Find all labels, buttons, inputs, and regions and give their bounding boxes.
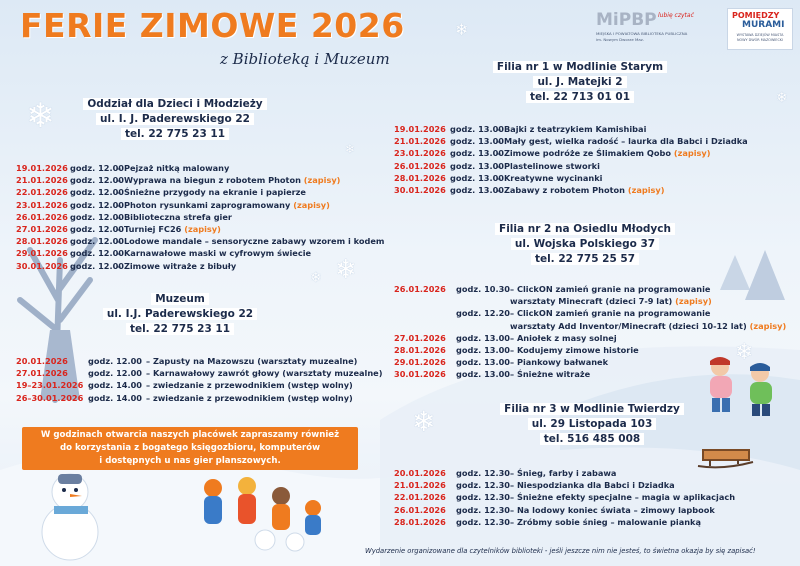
schedule-row (394, 516, 794, 528)
dzieci-phone: tel. 22 775 23 11 (121, 128, 229, 140)
dzieci-name: Oddział dla Dzieci i Młodzieży (83, 98, 266, 110)
event-title: – Śnieg, farby i zabawa (510, 468, 617, 478)
event-date: 22.01.2026 (16, 187, 68, 198)
registration-note: (zapisy) (184, 223, 221, 234)
event-title: – Turniej FC26 (117, 223, 182, 234)
schedule-row (394, 147, 794, 159)
snowflake-icon: ❄ (310, 270, 322, 286)
schedule-row (394, 479, 794, 491)
muzeum-schedule (16, 355, 396, 404)
event-title: – Zimowe witraże z bibuły (117, 260, 237, 271)
mipbp-logo (588, 8, 698, 48)
schedule-row (16, 247, 396, 259)
event-date: 21.01.2026 (394, 480, 446, 491)
filia1-name: Filia nr 1 w Modlinie Starym (493, 61, 667, 73)
event-date: 28.01.2026 (16, 236, 68, 247)
event-title: – Kreatywne wycinanki (497, 172, 603, 183)
snowflake-icon: ❄ (412, 405, 436, 438)
event-title: – Bajki z teatrzykiem Kamishibai (497, 124, 647, 134)
page-subtitle: z Biblioteką i Muzeum (220, 50, 390, 68)
schedule-row (16, 355, 396, 367)
event-time: godz. 14.00 (88, 392, 142, 403)
filia2-address: ul. Wojska Polskiego 37 (511, 238, 659, 250)
event-date: 26.01.2026 (394, 160, 446, 171)
filia3-address: ul. 29 Listopada 103 (528, 418, 657, 430)
schedule-row (394, 320, 794, 332)
snowflake-icon: ❄ (345, 142, 356, 156)
registration-note: (zapisy) (673, 148, 711, 159)
muzeum-address: ul. I.J. Paderewskiego 22 (103, 308, 257, 320)
event-time: godz. 13.00 (450, 136, 504, 147)
event-time: godz. 12.30 (456, 516, 510, 527)
event-date: 26–30.01.2026 (16, 392, 84, 403)
filia3-header (462, 402, 722, 447)
notice-line: W godzinach otwarcia naszych placówek zapraszamy również (40, 430, 340, 440)
event-time: godz. 12.00 (70, 199, 124, 210)
event-time: godz. 12.00 (70, 223, 124, 234)
filia3-phone: tel. 516 485 008 (540, 433, 644, 445)
event-title: – Kodujemy zimowe historie (510, 344, 639, 355)
pomiedzy-logo-line1: POMIĘDZY (732, 11, 780, 20)
event-time: godz. 12.00 (88, 356, 142, 366)
event-date: 22.01.2026 (394, 492, 446, 503)
event-time: godz. 13.00 (450, 148, 504, 159)
event-date: 30.01.2026 (394, 369, 446, 380)
registration-note: (zapisy) (675, 296, 712, 307)
event-time: godz. 13.00 (456, 332, 510, 343)
event-time: godz. 12.00 (70, 248, 124, 259)
event-title: – Na lodowy koniec świata – zimowy lapbook (510, 504, 715, 515)
schedule-row (16, 379, 396, 391)
event-title: – Niespodzianka dla Babci i Dziadka (510, 480, 675, 491)
event-title: – Śnieżne witraże (510, 369, 591, 380)
event-time: godz. 12.00 (88, 368, 142, 379)
event-title: – Karnawałowy zawrót głowy (warsztaty muzealne) (146, 368, 383, 379)
dzieci-schedule (16, 162, 396, 272)
filia3-name: Filia nr 3 w Modlinie Twierdzy (500, 403, 684, 415)
event-date: 30.01.2026 (394, 184, 446, 195)
event-title: – Aniołek z masy solnej (510, 332, 617, 343)
event-date: 20.01.2026 (16, 356, 68, 366)
event-time: godz. 12.00 (70, 175, 124, 186)
event-time: godz. 12.30 (456, 504, 510, 515)
event-time: godz. 12.20 (456, 308, 510, 319)
filia2-header (455, 222, 715, 267)
schedule-row (394, 368, 794, 380)
schedule-row (16, 174, 396, 186)
event-time: godz. 13.00 (456, 344, 510, 355)
event-time: godz. 13.00 (450, 124, 504, 134)
pomiedzy-logo-line3: WYSTAWA DZIEJÓW MIASTA NOWY DWÓR MAZOWIECKI (736, 33, 784, 42)
event-time: godz. 12.00 (70, 260, 124, 271)
event-time: godz. 13.00 (456, 357, 510, 368)
event-title: – ClickON zamień granie na programowanie (510, 308, 711, 319)
schedule-row (16, 223, 396, 235)
event-date: 26.01.2026 (394, 284, 446, 294)
event-time: godz. 12.30 (456, 492, 510, 503)
opening-hours-notice (22, 427, 358, 470)
schedule-row (16, 162, 396, 174)
event-date: 21.01.2026 (16, 175, 68, 186)
event-date: 26.01.2026 (16, 211, 68, 222)
event-title: – Zabawy z robotem Photon (497, 184, 625, 195)
event-time: godz. 13.00 (450, 172, 504, 183)
filia3-schedule (394, 467, 794, 528)
schedule-row (16, 199, 396, 211)
event-date: 23.01.2026 (16, 199, 68, 210)
event-title: – Śnieżne przygody na ekranie i papierze (117, 187, 306, 198)
snowflake-icon: ❄ (776, 90, 788, 106)
event-title: – Mały gest, wielka radość – laurka dla Babci i Dziadka (497, 136, 748, 147)
footer-note: Wydarzenie organizowane dla czytelników biblioteki - jeśli jeszcze nim nie jesteś, to świetna okazja by się zapisać! (365, 547, 756, 555)
event-title: – ClickON zamień granie na programowanie (510, 284, 711, 294)
schedule-row (16, 235, 396, 247)
snowflake-icon: ❄ (335, 255, 357, 285)
event-time: godz. 12.00 (70, 163, 124, 173)
mipbp-logo-line2: im. Nowym Dworze Maz. (596, 37, 644, 42)
event-title: – zwiedzanie z przewodnikiem (wstęp wolny) (146, 380, 353, 391)
event-time: godz. 12.00 (70, 211, 124, 222)
event-date: 29.01.2026 (394, 357, 446, 368)
muzeum-phone: tel. 22 775 23 11 (126, 323, 234, 335)
event-date: 30.01.2026 (16, 260, 68, 271)
event-date: 26.01.2026 (394, 504, 446, 515)
event-title: – Zimowe podróże ze Ślimakiem Qobo (497, 148, 671, 159)
filia1-schedule (394, 123, 794, 196)
event-title: warsztaty Minecraft (dzieci 7-9 lat) (510, 296, 673, 307)
event-title: – Photon rysunkami zaprogramowany (117, 199, 291, 210)
schedule-row (394, 332, 794, 344)
event-date: 27.01.2026 (16, 368, 68, 379)
mipbp-logo-name: MiPBP (596, 10, 657, 30)
registration-note: (zapisy) (627, 184, 665, 195)
schedule-row (16, 392, 396, 404)
schedule-row (16, 186, 396, 198)
dzieci-address: ul. I. J. Paderewskiego 22 (96, 113, 254, 125)
event-time: godz. 12.30 (456, 468, 510, 478)
filia2-name: Filia nr 2 na Osiedlu Młodych (495, 223, 675, 235)
event-time: godz. 12.00 (70, 187, 124, 198)
schedule-row (394, 135, 794, 147)
event-date: 20.01.2026 (394, 468, 446, 478)
snowflake-icon: ❄ (735, 340, 754, 365)
event-date: 19.01.2026 (394, 124, 446, 134)
event-title: – Śnieżne efekty specjalne – magia w aplikacjach (510, 492, 736, 503)
event-time: godz. 12.30 (456, 480, 510, 491)
schedule-row (394, 344, 794, 356)
event-date: 28.01.2026 (394, 344, 446, 355)
event-date: 21.01.2026 (394, 136, 446, 147)
muzeum-name: Muzeum (151, 293, 209, 305)
schedule-row (16, 211, 396, 223)
filia1-header (450, 60, 710, 105)
schedule-row (394, 504, 794, 516)
filia1-phone: tel. 22 713 01 01 (526, 91, 634, 103)
event-date: 23.01.2026 (394, 148, 446, 159)
schedule-row (394, 356, 794, 368)
event-title: – Plastelinowe stworki (497, 160, 600, 171)
event-title: – Lodowe mandale – sensoryczne zabawy wzorem i kodem (117, 236, 385, 247)
event-title: – zwiedzanie z przewodnikiem (wstęp wolny) (146, 392, 353, 403)
dzieci-header (55, 97, 295, 142)
schedule-row (16, 367, 396, 379)
event-time: godz. 12.00 (70, 236, 124, 247)
snowflake-icon: ❄ (455, 20, 469, 39)
schedule-row (394, 467, 794, 479)
filia1-address: ul. J. Matejki 2 (533, 76, 626, 88)
mipbp-logo-tagline: lubię czytać (658, 12, 694, 19)
event-title: – Wyprawa na biegun z robotem Photon (117, 175, 301, 186)
event-date: 27.01.2026 (16, 223, 68, 234)
notice-line: i dostępnych u nas gier planszowych. (99, 456, 281, 466)
event-title: – Zapusty na Mazowszu (warsztaty muzealne) (146, 356, 358, 366)
notice-line: do korzystania z bogatego księgozbioru, komputerów (59, 443, 321, 453)
schedule-row (394, 283, 794, 295)
event-date: 28.01.2026 (394, 516, 446, 527)
event-title: – Pejzaż nitką malowany (117, 163, 230, 173)
schedule-row (394, 295, 794, 307)
schedule-row (394, 123, 794, 135)
schedule-row (394, 491, 794, 503)
filia2-phone: tel. 22 775 25 57 (531, 253, 639, 265)
schedule-row (394, 184, 794, 196)
schedule-row (394, 160, 794, 172)
event-title: – Karnawałowe maski w cyfrowym świecie (117, 248, 312, 259)
event-date: 28.01.2026 (394, 172, 446, 183)
event-title: – Piankowy bałwanek (510, 357, 609, 368)
schedule-row (394, 307, 794, 319)
schedule-row (394, 172, 794, 184)
pomiedzy-logo-line2: MURAMI (742, 20, 785, 30)
event-time: godz. 13.00 (450, 184, 504, 195)
event-date: 19.01.2026 (16, 163, 68, 173)
event-date: 29.01.2026 (16, 248, 68, 259)
event-title: – Zróbmy sobie śnieg – malowanie pianką (510, 516, 702, 527)
pomiedzy-murami-logo (727, 8, 793, 50)
event-date: 27.01.2026 (394, 332, 446, 343)
event-title: warsztaty Add Inventor/Minecraft (dzieci 10-12 lat) (510, 320, 747, 331)
event-time: godz. 10.30 (456, 284, 510, 294)
event-time: godz. 13.00 (456, 369, 510, 380)
schedule-row (16, 260, 396, 272)
event-title: – Biblioteczna strefa gier (117, 211, 232, 222)
filia2-schedule (394, 283, 794, 381)
muzeum-header (60, 292, 300, 337)
snowflake-icon: ❄ (26, 96, 55, 136)
registration-note: (zapisy) (303, 175, 341, 186)
event-time: godz. 13.00 (450, 160, 504, 171)
mipbp-logo-line1: MIEJSKA I POWIATOWA BIBLIOTEKA PUBLICZNA (596, 31, 688, 36)
event-time: godz. 14.00 (88, 380, 142, 391)
registration-note: (zapisy) (293, 199, 330, 210)
page-title: FERIE ZIMOWE 2026 (20, 6, 405, 45)
registration-note: (zapisy) (749, 320, 787, 331)
event-date: 19–23.01.2026 (16, 380, 84, 391)
